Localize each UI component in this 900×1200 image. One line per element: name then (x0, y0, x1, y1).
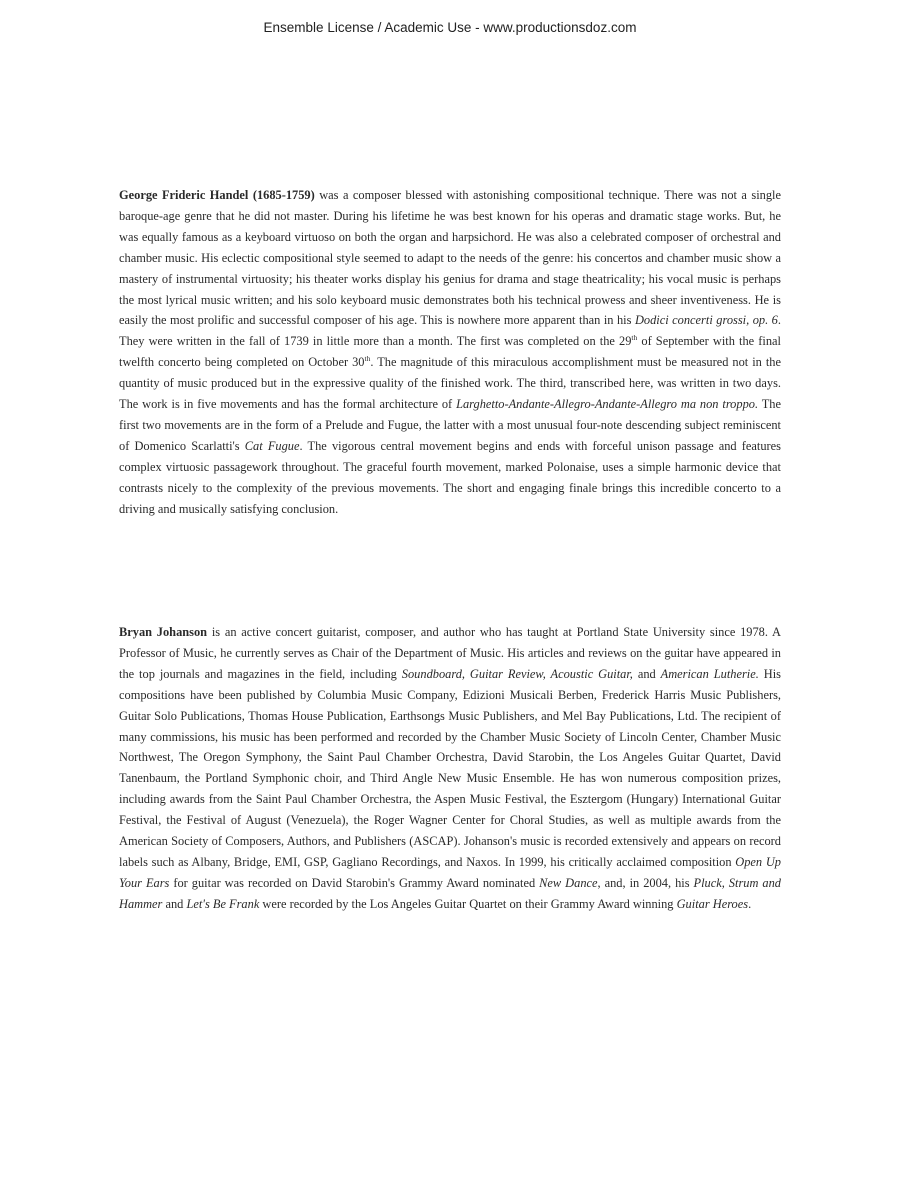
bio-text: for guitar was recorded on David Starobin's Grammy Award nominated (169, 875, 540, 890)
bio-text: His compositions have been published by Columbia Music Company, Edizioni Musicali Berben, Frederick Harris Music Publishers, Guitar Solo Publications, Thomas House Publication, Earthsongs Music Publishers, and Mel Bay Publications, Ltd. The recipient of many commissions, his music has been performed and recorded by the Chamber Music Society of Lincoln Center, Chamber Music Northwest, The Oregon Symphony, the Saint Paul Chamber Orchestra, David Starobin, the Los Angeles Guitar Quartet, David Tanenbaum, the Portland Symphonic choir, and Third Angle New Music Ensemble. He has won numerous composition prizes, including awards from the Saint Paul Chamber Orchestra, the Aspen Music Festival, the Esztergom (Hungary) International Guitar Festival, the Festival of August (Venezuela), the Roger Wagner Center for Choral Studies, as well as multiple awards from the American Society of Composers, Authors, and Publishers (ASCAP). Johanson's music is recorded extensively and appears on record labels such as Albany, Bridge, EMI, GSP, Gagliano Recordings, and Naxos. In 1999, his critically acclaimed composition (119, 666, 781, 869)
bio-text: and (632, 666, 661, 681)
bio-text: . (748, 896, 752, 911)
journal-title: American Lutherie. (660, 666, 759, 681)
bio-text: . They were written in the fall of 1739 in little more than a month. The first was completed on the 29 (119, 313, 781, 349)
work-title: Cat Fugue (244, 438, 300, 453)
bio-text: of September with the final twelfth concerto being completed on October 30 (119, 334, 781, 370)
bio-text: was a composer blessed with astonishing compositional technique. There was not a single baroque-age genre that he did not master. During his lifetime he was best known for his operas and dramatic stage works. But, he was equally famous as a keyboard virtuoso on both the organ and harpsichord. He was also a celebrated composer of orchestral and chamber music. His eclectic compositional style seemed to adapt to the needs of the genre: his concertos and chamber music show a mastery of instrumental virtuosity; his theater works display his genius for drama and stage theatricality; his vocal music is perhaps the most lyrical music written; and his solo keyboard music demonstrates both his technical prowess and sheer inventiveness. He is easily the most prolific and successful composer of his age. This is nowhere more apparent than in his (119, 188, 781, 328)
work-title: Open Up Your Ears (119, 854, 781, 890)
handel-biography (119, 185, 781, 520)
ordinal-suffix: th (631, 333, 638, 343)
bio-text: and (162, 896, 187, 911)
bio-text: . The vigorous central movement begins and ends with forceful unison passage and features complex virtuosic passagework throughout. The graceful fourth movement, marked Polonaise, uses a simple harmonic device that contrasts nicely to the complexity of the previous movements. The short and engaging finale brings this incredible concerto to a driving and musically satisfying conclusion. (119, 438, 782, 516)
journal-titles: Soundboard, Guitar Review, Acoustic Guitar, (401, 666, 633, 681)
bio-text: were recorded by the Los Angeles Guitar Quartet on their Grammy Award winning (259, 896, 677, 911)
bio-text: , and, in 2004, his (597, 875, 694, 890)
johanson-biography (119, 622, 781, 915)
movement-titles: Larghetto-Andante-Allegro-Andante-Allegro ma non troppo. (456, 397, 759, 412)
bio-text: The first two movements are in the form of a Prelude and Fugue, the latter with a most unusual four-note descending subject reminiscent of Domenico Scarlatti's (119, 397, 782, 453)
license-header: Ensemble License / Academic Use - www.productionsdoz.com (263, 20, 637, 35)
album-title: Guitar Heroes (676, 896, 749, 911)
work-title: Pluck, Strum and Hammer (119, 875, 781, 911)
work-title: Let's Be Frank (186, 896, 260, 911)
handel-name: George Frideric Handel (1685-1759) (119, 188, 315, 202)
bio-text: is an active concert guitarist, composer, and author who has taught at Portland State University since 1978. A Professor of Music, he currently serves as Chair of the Department of Music. His articles and reviews on the guitar have appeared in the top journals and magazines in the field, including (119, 625, 781, 681)
work-title: Dodici concerti grossi, op. 6 (634, 313, 778, 328)
bio-text: . The magnitude of this miraculous accomplishment must be measured not in the quantity of music produced but in the expressive quality of the finished work. The third, transcribed here, was written in two days. The work is in five movements and has the formal architecture of (119, 355, 781, 412)
ordinal-suffix: th (364, 354, 371, 364)
album-title: New Dance (539, 875, 598, 890)
johanson-name: Bryan Johanson (119, 625, 208, 639)
